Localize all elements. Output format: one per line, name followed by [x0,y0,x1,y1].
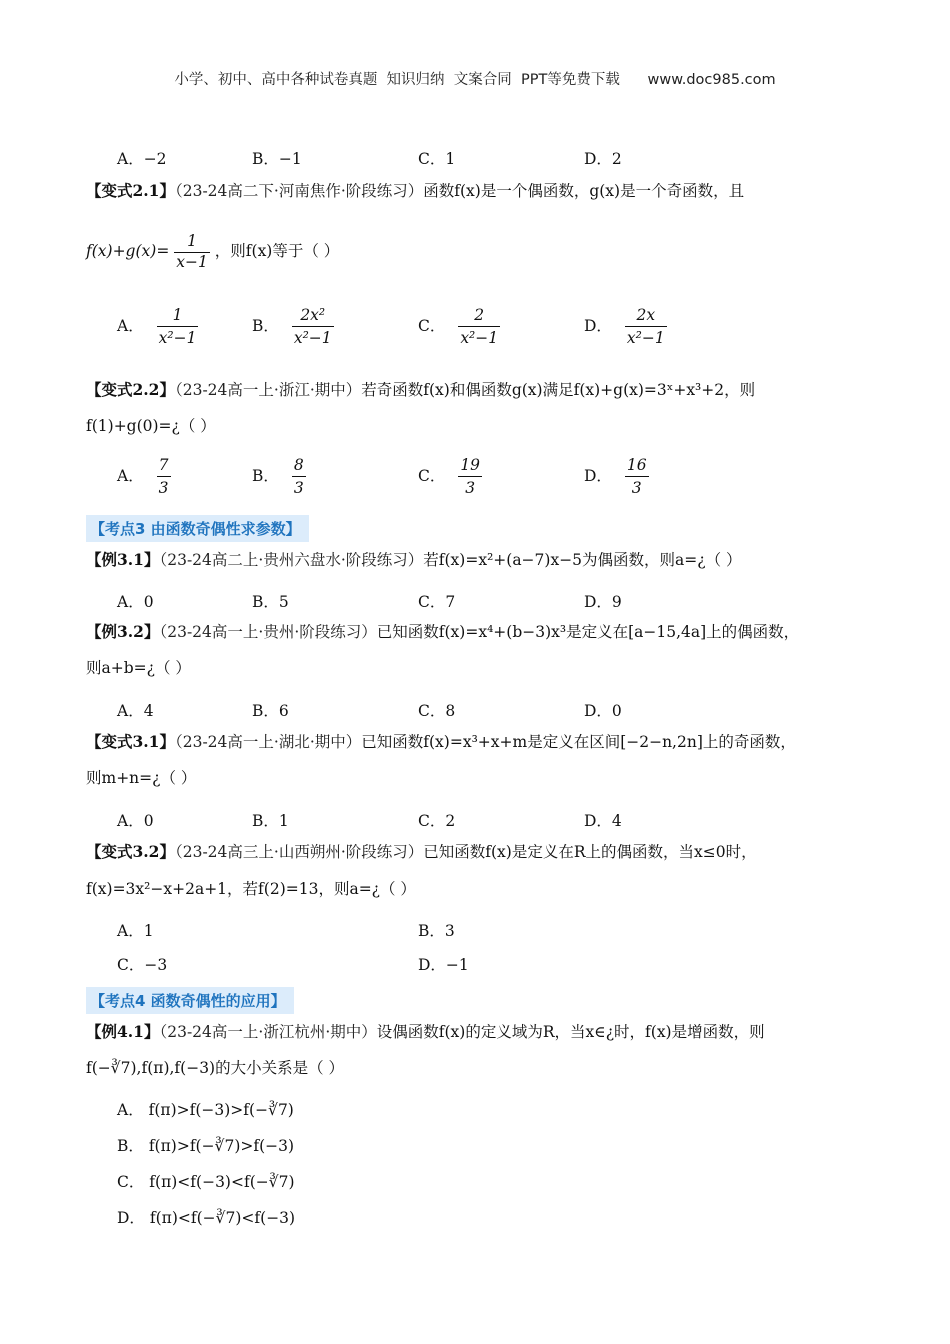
option-d [584,456,649,497]
math-expression: f(x)+g(x)= [86,242,170,260]
fraction [157,306,199,347]
fraction [458,456,482,497]
option-a: A．4 [117,702,154,720]
fraction [625,456,649,497]
fraction-numerator: 2x² [292,306,334,327]
option-label: D． [584,316,612,335]
fraction-numerator: 1 [157,306,199,327]
option-d: D．2 [584,150,622,168]
option-label: A． [117,466,144,485]
question-source: （23-24高一上·贵州·阶段练习） [159,623,377,641]
page-header: 小学、初中、高中各种试卷真题 知识归纳 文案合同 PPT等免费下载 www.doc985.com [174,72,776,88]
question-source: （23-24高一上·浙江·期中） [174,381,362,399]
option-label: C． [418,316,446,335]
option-b: B． f(π)>f(−∛7)>f(−3) [117,1137,295,1155]
question-v31-line2: 则m+n=¿（ ） [86,769,197,787]
question-source: （23-24高二上·贵州六盘水·阶段练习） [159,551,424,569]
option-c: C．8 [418,702,456,720]
option-c: C．1 [418,150,456,168]
option-d: D．−1 [418,956,469,974]
question-source: （23-24高三上·山西朔州·阶段练习） [174,843,424,861]
fraction-numerator: 8 [292,456,306,477]
option-a [117,306,198,347]
option-d: D．9 [584,593,622,611]
option-label: B． [252,466,279,485]
option-c: C．2 [418,812,456,830]
question-tag: 【例4.1】 [86,1022,160,1041]
question-text: 若奇函数f(x)和偶函数g(x)满足f(x)+g(x)=3ˣ+x³+2，则 [361,381,756,399]
question-v32-line2: f(x)=3x²−x+2a+1，若f(2)=13，则a=¿（ ） [86,880,416,898]
fraction-denominator: x²−1 [158,329,197,347]
question-e32-line2: 则a+b=¿（ ） [86,659,191,677]
option-label: D． [584,466,612,485]
question-e41-line2: f(−∛7),f(π),f(−3)的大小关系是（ ） [86,1059,345,1077]
question-text: 函数f(x)是一个偶函数，g(x)是一个奇函数，且 [423,182,745,200]
question-tag: 【变式2.1】 [86,181,175,200]
question-e41 [86,1024,765,1041]
option-b: B．−1 [252,150,302,168]
fraction-numerator: 2 [458,306,500,327]
option-label: B． [252,316,279,335]
option-d [584,306,667,347]
question-text: 若f(x)=x²+(a−7)x−5为偶函数，则a=¿（ ） [423,551,742,569]
question-v22-line2: f(1)+g(0)=¿（ ） [86,417,216,435]
option-d: D． f(π)<f(−∛7)<f(−3) [117,1209,296,1227]
question-v22 [86,382,755,399]
question-e31 [86,552,742,569]
question-source: （23-24高二下·河南焦作·阶段练习） [174,182,424,200]
fraction-denominator: 3 [631,479,642,497]
option-d: D．4 [584,812,622,830]
fraction-denominator: x−1 [176,252,208,271]
fraction-numerator: 7 [157,456,171,477]
option-label: A． [117,316,144,335]
question-tag: 【变式2.2】 [86,380,175,399]
option-a: A．1 [117,922,154,940]
question-source: （23-24高一上·浙江杭州·期中） [159,1023,377,1041]
option-a: A．−2 [117,150,167,168]
question-tag: 【变式3.2】 [86,842,175,861]
question-text: 已知函数f(x)=x⁴+(b−3)x³是定义在[a−15,4a]上的偶函数， [376,623,800,641]
fraction-denominator: x²−1 [293,329,332,347]
option-b: B．5 [252,593,289,611]
fraction-denominator: 3 [465,479,476,497]
section-heading-k4: 【考点4 函数奇偶性的应用】 [86,987,294,1014]
fraction [292,306,334,347]
question-text: 已知函数f(x)=x³+x+m是定义在区间[−2−n,2n]上的奇函数， [361,733,796,751]
question-v21-line2 [86,234,339,270]
option-label: C． [418,466,446,485]
option-b: B．1 [252,812,289,830]
option-c: C．7 [418,593,456,611]
question-v31 [86,734,796,751]
option-c: C． f(π)<f(−3)<f(−∛7) [117,1173,295,1191]
option-b [252,456,306,497]
fraction-numerator: 2x [625,306,667,327]
fraction-numerator: 19 [458,456,482,477]
question-v21 [86,183,744,200]
fraction-denominator: 3 [293,479,304,497]
fraction [157,456,171,497]
option-b [252,306,334,347]
option-a [117,456,171,497]
question-tag: 【例3.1】 [86,550,160,569]
fraction [458,306,500,347]
fraction-numerator: 16 [625,456,649,477]
fraction-denominator: 3 [158,479,169,497]
option-d: D．0 [584,702,622,720]
option-c: C．−3 [117,956,168,974]
option-a: A． f(π)>f(−3)>f(−∛7) [117,1101,294,1119]
section-heading-k3: 【考点3 由函数奇偶性求参数】 [86,515,309,542]
option-b: B．3 [418,922,455,940]
option-a: A．0 [117,812,154,830]
fraction-numerator: 1 [174,234,210,253]
option-a: A．0 [117,593,154,611]
question-tag: 【变式3.1】 [86,732,175,751]
question-tag: 【例3.2】 [86,622,160,641]
question-text: 设偶函数f(x)的定义域为R，当x∈¿时，f(x)是增函数，则 [376,1023,765,1041]
fraction [292,456,306,497]
question-v32 [86,844,757,861]
fraction [625,306,667,347]
fraction [174,234,210,270]
fraction-denominator: x²−1 [460,329,499,347]
question-text: 已知函数f(x)是定义在R上的偶函数，当x≤0时， [423,843,757,861]
fraction-denominator: x²−1 [626,329,665,347]
question-text: ，则f(x)等于（ ） [214,242,340,260]
question-e32 [86,624,799,641]
option-b: B．6 [252,702,289,720]
question-source: （23-24高一上·湖北·期中） [174,733,362,751]
option-c [418,456,482,497]
option-c [418,306,500,347]
